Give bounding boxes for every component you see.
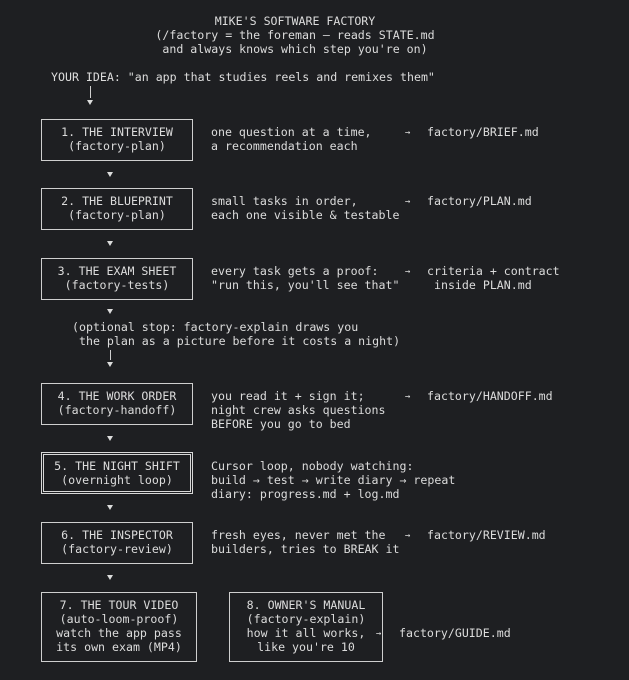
right-arrow-icon: → xyxy=(405,392,411,402)
optional-stop-line-1: (optional stop: factory-explain draws you xyxy=(72,320,359,334)
diagram-title: MIKE'S SOFTWARE FACTORY xyxy=(214,14,376,28)
down-arrow-icon xyxy=(107,172,113,177)
step-7-skill: (auto-loom-proof) xyxy=(59,612,179,626)
step-2-output: factory/PLAN.md xyxy=(427,194,532,208)
step-3-desc-2: "run this, you'll see that" xyxy=(211,278,400,292)
step-4-desc-3: BEFORE you go to bed xyxy=(211,417,351,431)
down-arrow-icon xyxy=(107,575,113,580)
step-8-desc-2: like you're 10 xyxy=(257,640,355,654)
idea-line: YOUR IDEA: "an app that studies reels and remixes them" xyxy=(51,70,435,84)
step-8-desc-1: how it all works, xyxy=(246,626,366,640)
step-4-desc-1: you read it + sign it; xyxy=(211,389,365,403)
right-arrow-icon: → xyxy=(405,128,411,138)
step-3-skill: (factory-tests) xyxy=(64,278,170,292)
down-arrow-icon xyxy=(87,100,93,105)
right-arrow-icon: → xyxy=(405,267,411,277)
step-5-desc-3: diary: progress.md + log.md xyxy=(211,487,400,501)
step-7-desc-2: its own exam (MP4) xyxy=(56,640,182,654)
step-5-skill: (overnight loop) xyxy=(61,473,173,487)
connector-line xyxy=(90,86,91,98)
step-5-desc-1: Cursor loop, nobody watching: xyxy=(211,459,414,473)
step-6-skill: (factory-review) xyxy=(61,542,173,556)
step-4-skill: (factory-handoff) xyxy=(57,403,177,417)
step-1-desc-1: one question at a time, xyxy=(211,125,372,139)
step-3-desc-1: every task gets a proof: xyxy=(211,264,379,278)
step-1-output: factory/BRIEF.md xyxy=(427,125,539,139)
step-6-title: 6. THE INSPECTOR xyxy=(61,528,173,542)
step-8-title: 8. OWNER'S MANUAL xyxy=(246,598,366,612)
step-4-output: factory/HANDOFF.md xyxy=(427,389,553,403)
down-arrow-icon xyxy=(107,362,113,367)
step-6-output: factory/REVIEW.md xyxy=(427,528,546,542)
step-2-skill: (factory-plan) xyxy=(68,208,166,222)
right-arrow-icon: → xyxy=(405,197,411,207)
step-8-output: factory/GUIDE.md xyxy=(399,626,511,640)
diagram-subtitle-2: and always knows which step you're on) xyxy=(162,42,428,56)
step-4-title: 4. THE WORK ORDER xyxy=(57,389,177,403)
down-arrow-icon xyxy=(107,309,113,314)
step-6-desc-2: builders, tries to BREAK it xyxy=(211,542,400,556)
down-arrow-icon xyxy=(107,505,113,510)
step-2-desc-1: small tasks in order, xyxy=(211,194,358,208)
step-7-desc-1: watch the app pass xyxy=(56,626,182,640)
step-3-title: 3. THE EXAM SHEET xyxy=(57,264,177,278)
step-3-output-2: inside PLAN.md xyxy=(427,278,532,292)
right-arrow-icon: → xyxy=(376,629,382,639)
down-arrow-icon xyxy=(107,436,113,441)
connector-line xyxy=(110,350,111,360)
down-arrow-icon xyxy=(107,241,113,246)
step-2-desc-2: each one visible & testable xyxy=(211,208,400,222)
step-1-skill: (factory-plan) xyxy=(68,139,166,153)
step-6-desc-1: fresh eyes, never met the xyxy=(211,528,386,542)
step-5-desc-2: build → test → write diary → repeat xyxy=(211,473,456,487)
step-2-title: 2. THE BLUEPRINT xyxy=(61,194,173,208)
step-3-output-1: criteria + contract xyxy=(427,264,560,278)
diagram-subtitle-1: (/factory = the foreman — reads STATE.md xyxy=(155,28,435,42)
optional-stop-line-2: the plan as a picture before it costs a night) xyxy=(72,334,401,348)
step-4-desc-2: night crew asks questions xyxy=(211,403,386,417)
step-1-title: 1. THE INTERVIEW xyxy=(61,125,173,139)
right-arrow-icon: → xyxy=(405,531,411,541)
step-7-title: 7. THE TOUR VIDEO xyxy=(59,598,179,612)
step-8-skill: (factory-explain) xyxy=(246,612,366,626)
step-5-title: 5. THE NIGHT SHIFT xyxy=(54,459,180,473)
step-1-desc-2: a recommendation each xyxy=(211,139,358,153)
